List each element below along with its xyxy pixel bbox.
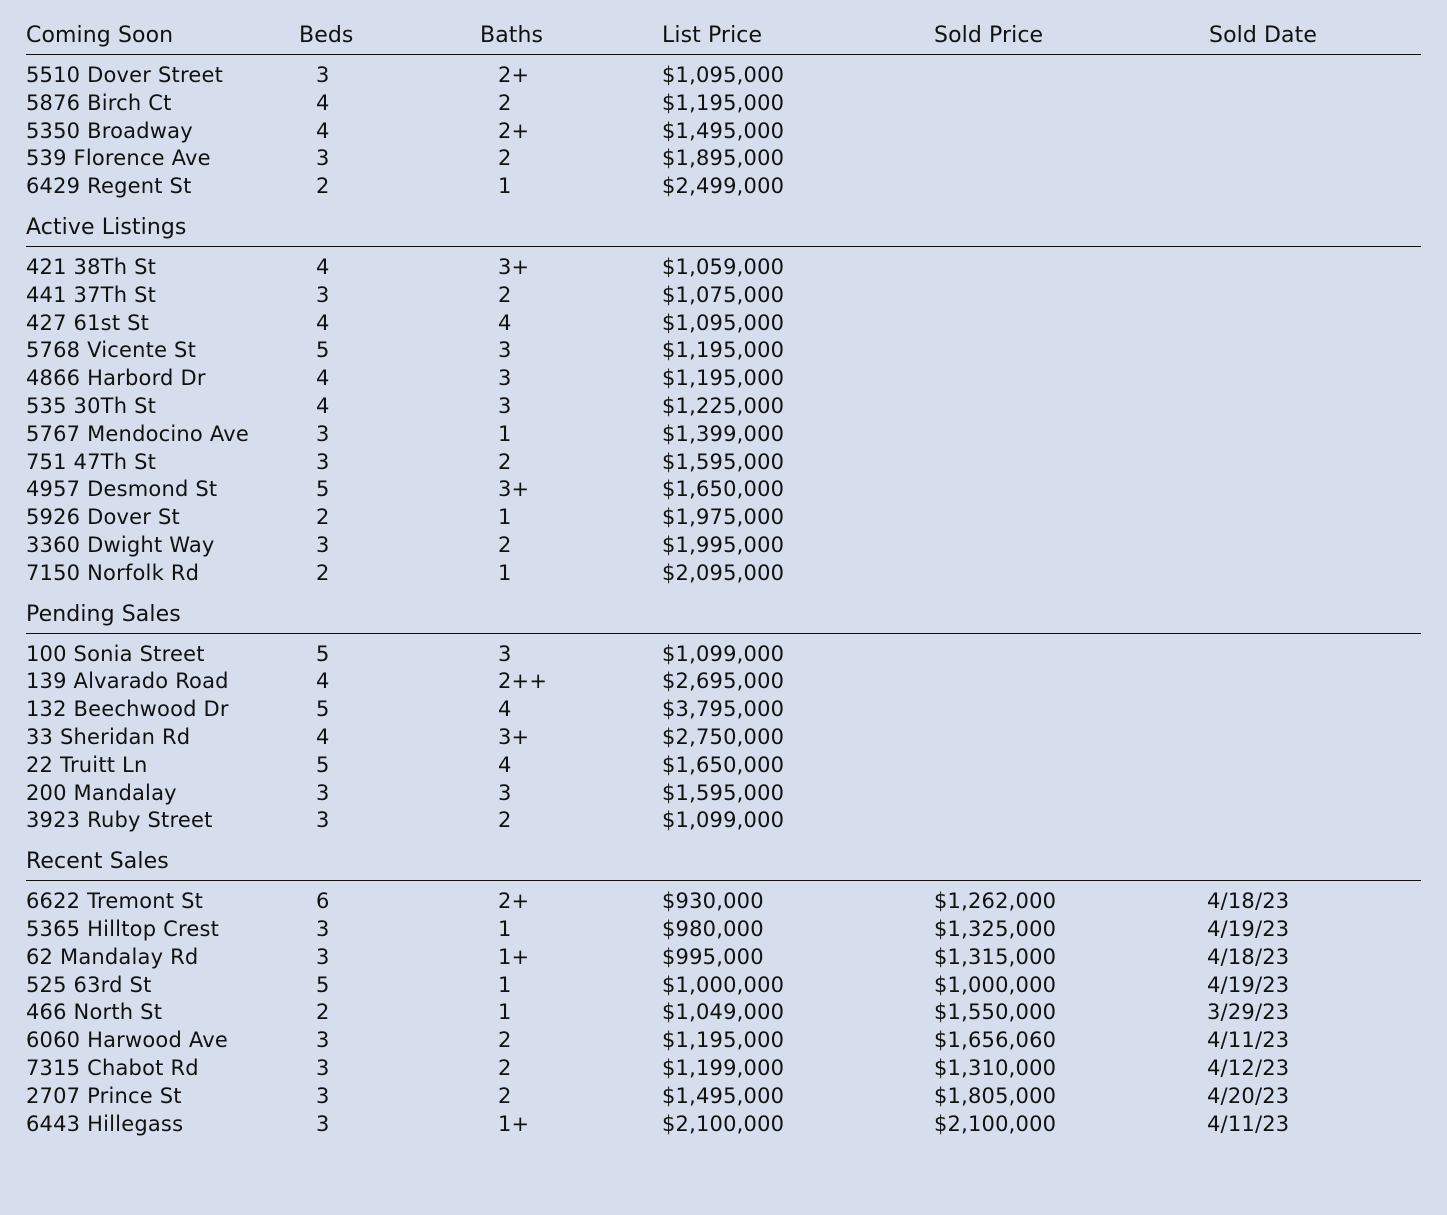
listing-row <box>26 642 1421 670</box>
cell-sold: $2,100,000 <box>934 1111 1057 1136</box>
cell-baths: 4 <box>498 752 512 777</box>
cell-baths: 2 <box>498 1083 512 1108</box>
cell-baths: 1 <box>498 421 512 446</box>
cell-baths: 1 <box>498 505 512 530</box>
cell-list: $1,199,000 <box>662 1055 785 1080</box>
cell-address: 5365 Hilltop Crest <box>26 916 220 941</box>
cell-beds: 3 <box>316 916 330 941</box>
cell-list: $2,095,000 <box>662 560 785 585</box>
cell-baths: 1 <box>498 972 512 997</box>
cell-date: 4/18/23 <box>1207 944 1290 969</box>
cell-beds: 3 <box>316 449 330 474</box>
cell-list: $1,975,000 <box>662 505 785 530</box>
cell-list: $1,095,000 <box>662 310 785 335</box>
column-header-sold-date: Sold Date <box>1209 23 1317 48</box>
cell-date: 4/19/23 <box>1207 916 1290 941</box>
listing-row <box>26 1000 1421 1028</box>
listing-row <box>26 255 1421 283</box>
cell-date: 4/20/23 <box>1207 1083 1290 1108</box>
cell-beds: 3 <box>316 63 330 87</box>
cell-baths: 2 <box>498 1055 512 1080</box>
cell-beds: 3 <box>316 282 330 307</box>
column-header-sold-price: Sold Price <box>934 23 1044 48</box>
cell-address: 4866 Harbord Dr <box>26 366 206 391</box>
cell-list: $1,059,000 <box>662 254 785 279</box>
cell-beds: 2 <box>316 560 330 585</box>
cell-list: $1,099,000 <box>662 808 785 833</box>
cell-date: 4/18/23 <box>1207 889 1290 914</box>
cell-baths: 4 <box>498 310 512 335</box>
cell-baths: 1 <box>498 1000 512 1025</box>
cell-baths: 1 <box>498 174 512 199</box>
listing-row <box>26 477 1421 505</box>
listing-row <box>26 119 1421 147</box>
cell-beds: 5 <box>316 477 330 502</box>
cell-beds: 3 <box>316 780 330 805</box>
cell-beds: 3 <box>316 1083 330 1108</box>
cell-baths: 2 <box>498 808 512 833</box>
cell-address: 6060 Harwood Ave <box>26 1028 228 1053</box>
listing-row <box>26 973 1421 1001</box>
cell-address: 100 Sonia Street <box>26 641 205 666</box>
listing-row <box>26 311 1421 339</box>
cell-address: 441 37Th St <box>26 282 157 307</box>
listing-row <box>26 917 1421 945</box>
cell-baths: 2+ <box>498 889 530 914</box>
cell-beds: 4 <box>316 118 330 143</box>
cell-sold: $1,325,000 <box>934 916 1057 941</box>
cell-list: $2,100,000 <box>662 1111 785 1136</box>
cell-sold: $1,805,000 <box>934 1083 1057 1108</box>
section-title: Active Listings <box>26 214 187 240</box>
cell-list: $1,195,000 <box>662 366 785 391</box>
cell-address: 7315 Chabot Rd <box>26 1055 199 1080</box>
cell-address: 5926 Dover St <box>26 505 180 530</box>
listing-row <box>26 394 1421 422</box>
cell-baths: 2 <box>498 90 512 115</box>
section-header <box>26 214 1421 247</box>
column-header-baths: Baths <box>480 23 544 48</box>
cell-baths: 2+ <box>498 63 530 87</box>
cell-list: $1,650,000 <box>662 477 785 502</box>
cell-baths: 3+ <box>498 724 530 749</box>
cell-list: $1,895,000 <box>662 146 785 171</box>
cell-list: $1,650,000 <box>662 752 785 777</box>
cell-baths: 1 <box>498 916 512 941</box>
cell-address: 421 38Th St <box>26 254 157 279</box>
cell-address: 132 Beechwood Dr <box>26 697 229 722</box>
cell-baths: 2 <box>498 146 512 171</box>
listing-rows <box>26 881 1421 1139</box>
listing-row <box>26 889 1421 917</box>
listing-row <box>26 1056 1421 1084</box>
cell-list: $1,195,000 <box>662 338 785 363</box>
section-title: Recent Sales <box>26 849 169 875</box>
section-coming-soon <box>26 22 1421 202</box>
cell-beds: 3 <box>316 1028 330 1053</box>
cell-beds: 4 <box>316 90 330 115</box>
cell-baths: 3 <box>498 780 512 805</box>
listing-row <box>26 91 1421 119</box>
listing-row <box>26 422 1421 450</box>
cell-list: $2,750,000 <box>662 724 785 749</box>
listing-row <box>26 146 1421 174</box>
listing-row <box>26 505 1421 533</box>
cell-beds: 4 <box>316 724 330 749</box>
listing-row <box>26 533 1421 561</box>
listing-row <box>26 669 1421 697</box>
listing-row <box>26 945 1421 973</box>
cell-baths: 3+ <box>498 477 530 502</box>
cell-list: $1,099,000 <box>662 641 785 666</box>
cell-baths: 3 <box>498 366 512 391</box>
cell-list: $1,495,000 <box>662 118 785 143</box>
listing-row <box>26 283 1421 311</box>
cell-address: 5767 Mendocino Ave <box>26 421 249 446</box>
cell-beds: 5 <box>316 641 330 666</box>
cell-list: $995,000 <box>662 944 764 969</box>
cell-beds: 3 <box>316 532 330 557</box>
cell-beds: 4 <box>316 366 330 391</box>
section-recent-sales <box>26 848 1421 1139</box>
cell-baths: 3 <box>498 393 512 418</box>
cell-address: 62 Mandalay Rd <box>26 944 199 969</box>
listing-row <box>26 450 1421 478</box>
cell-address: 33 Sheridan Rd <box>26 724 191 749</box>
cell-address: 3923 Ruby Street <box>26 808 213 833</box>
cell-beds: 2 <box>316 1000 330 1025</box>
cell-sold: $1,315,000 <box>934 944 1057 969</box>
cell-list: $980,000 <box>662 916 764 941</box>
cell-sold: $1,656,060 <box>934 1028 1057 1053</box>
cell-beds: 3 <box>316 421 330 446</box>
cell-address: 5876 Birch Ct <box>26 90 172 115</box>
cell-list: $1,075,000 <box>662 282 785 307</box>
section-header <box>26 22 1421 55</box>
section-header <box>26 601 1421 634</box>
cell-address: 139 Alvarado Road <box>26 669 229 694</box>
cell-beds: 2 <box>316 505 330 530</box>
listing-row <box>26 63 1421 91</box>
cell-sold: $1,310,000 <box>934 1055 1057 1080</box>
cell-baths: 2+ <box>498 118 530 143</box>
cell-beds: 4 <box>316 393 330 418</box>
cell-baths: 4 <box>498 697 512 722</box>
listing-row <box>26 366 1421 394</box>
cell-list: $1,495,000 <box>662 1083 785 1108</box>
listing-rows <box>26 247 1421 589</box>
cell-list: $1,195,000 <box>662 1028 785 1053</box>
cell-beds: 4 <box>316 310 330 335</box>
cell-address: 6429 Regent St <box>26 174 192 199</box>
cell-sold: $1,550,000 <box>934 1000 1057 1025</box>
listing-row <box>26 697 1421 725</box>
cell-address: 6622 Tremont St <box>26 889 204 914</box>
cell-beds: 6 <box>316 889 330 914</box>
cell-beds: 3 <box>316 808 330 833</box>
cell-beds: 3 <box>316 1111 330 1136</box>
cell-address: 525 63rd St <box>26 972 152 997</box>
cell-address: 5350 Broadway <box>26 118 193 143</box>
cell-baths: 2 <box>498 282 512 307</box>
cell-baths: 2 <box>498 532 512 557</box>
cell-date: 4/11/23 <box>1207 1111 1290 1136</box>
section-header <box>26 848 1421 881</box>
cell-beds: 3 <box>316 146 330 171</box>
listing-row <box>26 781 1421 809</box>
cell-beds: 3 <box>316 1055 330 1080</box>
cell-address: 3360 Dwight Way <box>26 532 215 557</box>
cell-address: 22 Truitt Ln <box>26 752 148 777</box>
cell-baths: 2 <box>498 449 512 474</box>
cell-date: 3/29/23 <box>1207 1000 1290 1025</box>
cell-beds: 4 <box>316 669 330 694</box>
cell-address: 535 30Th St <box>26 393 157 418</box>
cell-address: 539 Florence Ave <box>26 146 211 171</box>
cell-address: 4957 Desmond St <box>26 477 218 502</box>
cell-list: $1,399,000 <box>662 421 785 446</box>
listing-row <box>26 725 1421 753</box>
cell-sold: $1,262,000 <box>934 889 1057 914</box>
cell-list: $1,595,000 <box>662 449 785 474</box>
cell-address: 5768 Vicente St <box>26 338 197 363</box>
section-pending-sales <box>26 601 1421 837</box>
cell-list: $1,000,000 <box>662 972 785 997</box>
cell-baths: 3 <box>498 338 512 363</box>
cell-list: $1,225,000 <box>662 393 785 418</box>
cell-beds: 5 <box>316 972 330 997</box>
cell-address: 466 North St <box>26 1000 163 1025</box>
cell-baths: 3+ <box>498 254 530 279</box>
column-header-list-price: List Price <box>662 23 763 48</box>
listing-row <box>26 1084 1421 1112</box>
cell-date: 4/19/23 <box>1207 972 1290 997</box>
cell-baths: 2++ <box>498 669 548 694</box>
cell-address: 2707 Prince St <box>26 1083 182 1108</box>
cell-date: 4/12/23 <box>1207 1055 1290 1080</box>
cell-sold: $1,000,000 <box>934 972 1057 997</box>
cell-list: $2,499,000 <box>662 174 785 199</box>
cell-address: 7150 Norfolk Rd <box>26 560 200 585</box>
cell-baths: 2 <box>498 1028 512 1053</box>
section-title: Coming Soon <box>26 23 174 48</box>
listing-row <box>26 1028 1421 1056</box>
listing-row <box>26 753 1421 781</box>
cell-beds: 5 <box>316 338 330 363</box>
cell-address: 6443 Hillegass <box>26 1111 184 1136</box>
cell-list: $930,000 <box>662 889 764 914</box>
listing-rows <box>26 634 1421 837</box>
section-active-listings <box>26 214 1421 589</box>
listing-row <box>26 1112 1421 1140</box>
listing-row <box>26 174 1421 202</box>
cell-beds: 5 <box>316 697 330 722</box>
listing-row <box>26 808 1421 836</box>
cell-beds: 2 <box>316 174 330 199</box>
cell-list: $1,195,000 <box>662 90 785 115</box>
listing-row <box>26 561 1421 589</box>
cell-beds: 4 <box>316 254 330 279</box>
listing-rows <box>26 55 1421 202</box>
cell-baths: 1+ <box>498 944 530 969</box>
cell-list: $3,795,000 <box>662 697 785 722</box>
cell-beds: 3 <box>316 944 330 969</box>
column-header-beds: Beds <box>299 23 354 48</box>
cell-baths: 1 <box>498 560 512 585</box>
cell-list: $1,995,000 <box>662 532 785 557</box>
cell-baths: 1+ <box>498 1111 530 1136</box>
cell-address: 427 61st St <box>26 310 150 335</box>
cell-address: 5510 Dover Street <box>26 63 224 87</box>
listing-row <box>26 338 1421 366</box>
cell-beds: 5 <box>316 752 330 777</box>
cell-date: 4/11/23 <box>1207 1028 1290 1053</box>
listings-sheet <box>26 22 1421 1151</box>
cell-address: 751 47Th St <box>26 449 157 474</box>
cell-address: 200 Mandalay <box>26 780 177 805</box>
cell-list: $2,695,000 <box>662 669 785 694</box>
cell-list: $1,049,000 <box>662 1000 785 1025</box>
section-title: Pending Sales <box>26 601 181 627</box>
cell-baths: 3 <box>498 641 512 666</box>
cell-list: $1,095,000 <box>662 63 785 87</box>
cell-list: $1,595,000 <box>662 780 785 805</box>
